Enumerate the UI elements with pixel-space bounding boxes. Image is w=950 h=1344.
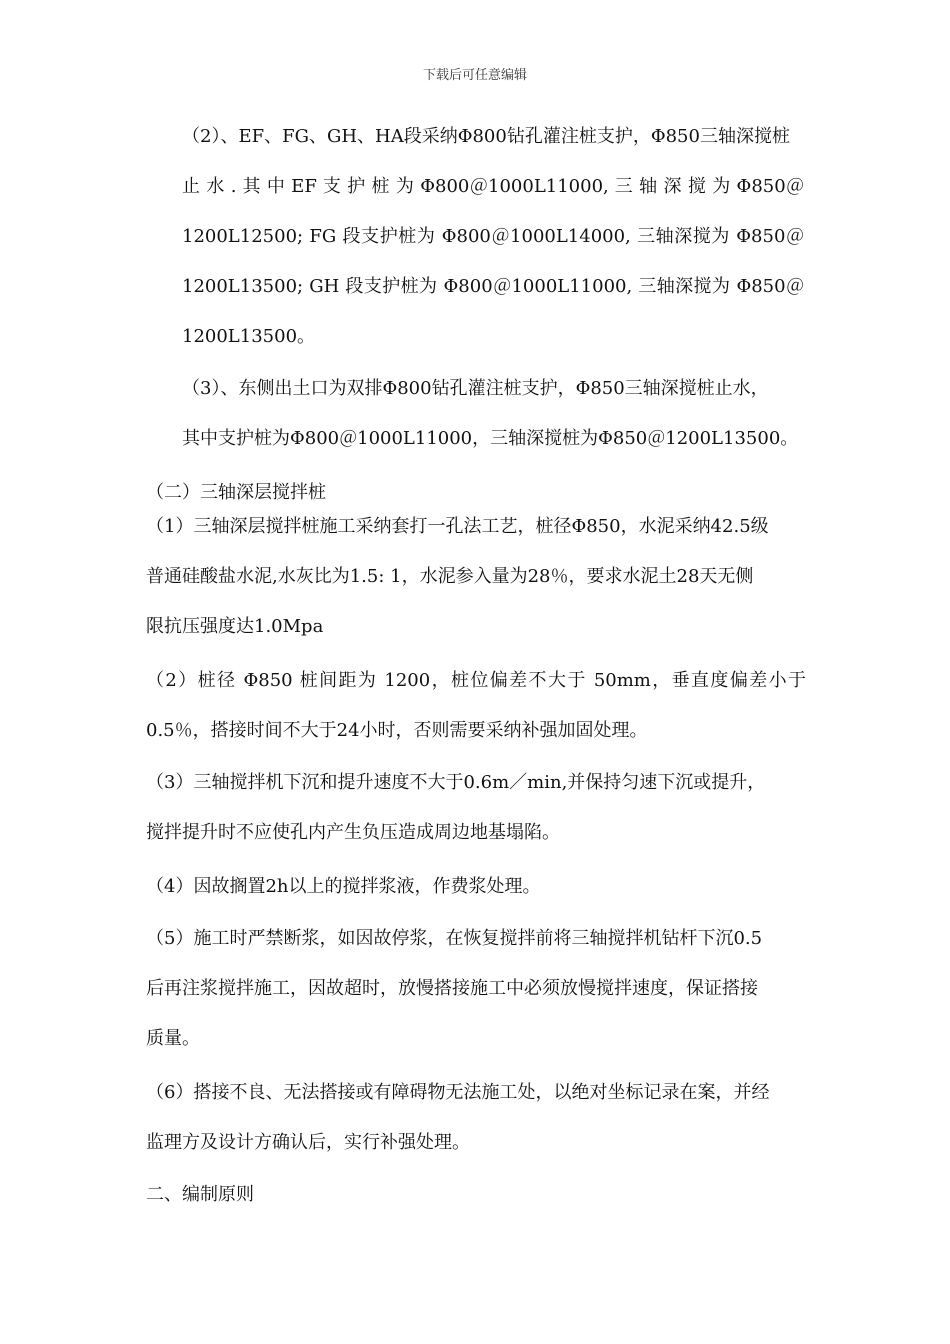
text-line: （2）、EF、FG、GH、HA段采纳Φ800钻孔灌注桩支护，Φ850三轴深搅桩 xyxy=(182,126,790,147)
text-line: 1200L13500。 xyxy=(182,326,316,347)
item-2 xyxy=(146,656,806,756)
item-4 xyxy=(146,862,541,912)
text-line: （6）搭接不良、无法搭接或有障碍物无法施工处，以绝对坐标记录在案，并经 xyxy=(146,1082,770,1103)
text-line: 普通硅酸盐水泥,水灰比为1.5: 1，水泥参入量为28％，要求水泥土28天无侧 xyxy=(146,566,754,587)
text-line: 监理方及设计方确认后，实行补强处理。 xyxy=(146,1132,470,1153)
section-heading-principles: 二、编制原则 xyxy=(146,1184,254,1205)
text-line: 后再注浆搅拌施工，因故超时，放慢搭接施工中必须放慢搅拌速度，保证搭接 xyxy=(146,978,758,999)
text-line: 质量。 xyxy=(146,1028,200,1049)
text-line: （3）、东侧出土口为双排Φ800钻孔灌注桩支护，Φ850三轴深搅桩止水， xyxy=(182,378,769,399)
text-line: （3）三轴搅拌机下沉和提升速度不大于0.6m／min,并保持匀速下沉或提升， xyxy=(146,772,766,793)
item-5 xyxy=(146,914,762,1064)
text-line: 1200L13500; GH 段支护桩为 Φ800＠1000L11000, 三轴深搅为 Φ850＠ xyxy=(182,276,804,297)
section-heading-triaxial: （二）三轴深层搅拌桩 xyxy=(146,482,326,503)
text-line: （2）桩径 Φ850 桩间距为 1200，桩位偏差不大于 50mm，垂直度偏差小于 xyxy=(146,670,806,691)
paragraph-east-exit xyxy=(182,364,798,464)
text-line: 搅拌提升时不应使孔内产生负压造成周边地基塌陷。 xyxy=(146,822,560,843)
text-line: 限抗压强度达1.0Mpa xyxy=(146,616,324,637)
text-line: 止 水 . 其 中 EF 支 护 桩 为 Φ800＠1000L11000, 三 轴 深 搅 为 Φ850＠ xyxy=(182,176,804,197)
text-line: 其中支护桩为Φ800＠1000L11000，三轴深搅桩为Φ850＠1200L13500。 xyxy=(182,428,799,449)
page-header: 下载后可任意编辑 xyxy=(422,68,527,83)
text-line: 0.5％，搭接时间不大于24小时，否则需要采纳补强加固处理。 xyxy=(146,720,648,741)
item-6 xyxy=(146,1068,769,1168)
text-line: （5）施工时严禁断浆，如因故停浆，在恢复搅拌前将三轴搅拌机钻杆下沉0.5 xyxy=(146,928,763,949)
text-line: 1200L12500; FG 段支护桩为 Φ800＠1000L14000, 三轴深搅为 Φ850＠ xyxy=(182,226,804,247)
text-line: （1）三轴深层搅拌桩施工采纳套打一孔法工艺，桩径Φ850，水泥采纳42.5级 xyxy=(146,516,769,537)
paragraph-ef-fg-gh-ha xyxy=(182,112,804,362)
item-1 xyxy=(146,502,769,652)
text-line: （4）因故搁置2h以上的搅拌浆液，作费浆处理。 xyxy=(146,876,541,897)
item-3 xyxy=(146,758,765,858)
